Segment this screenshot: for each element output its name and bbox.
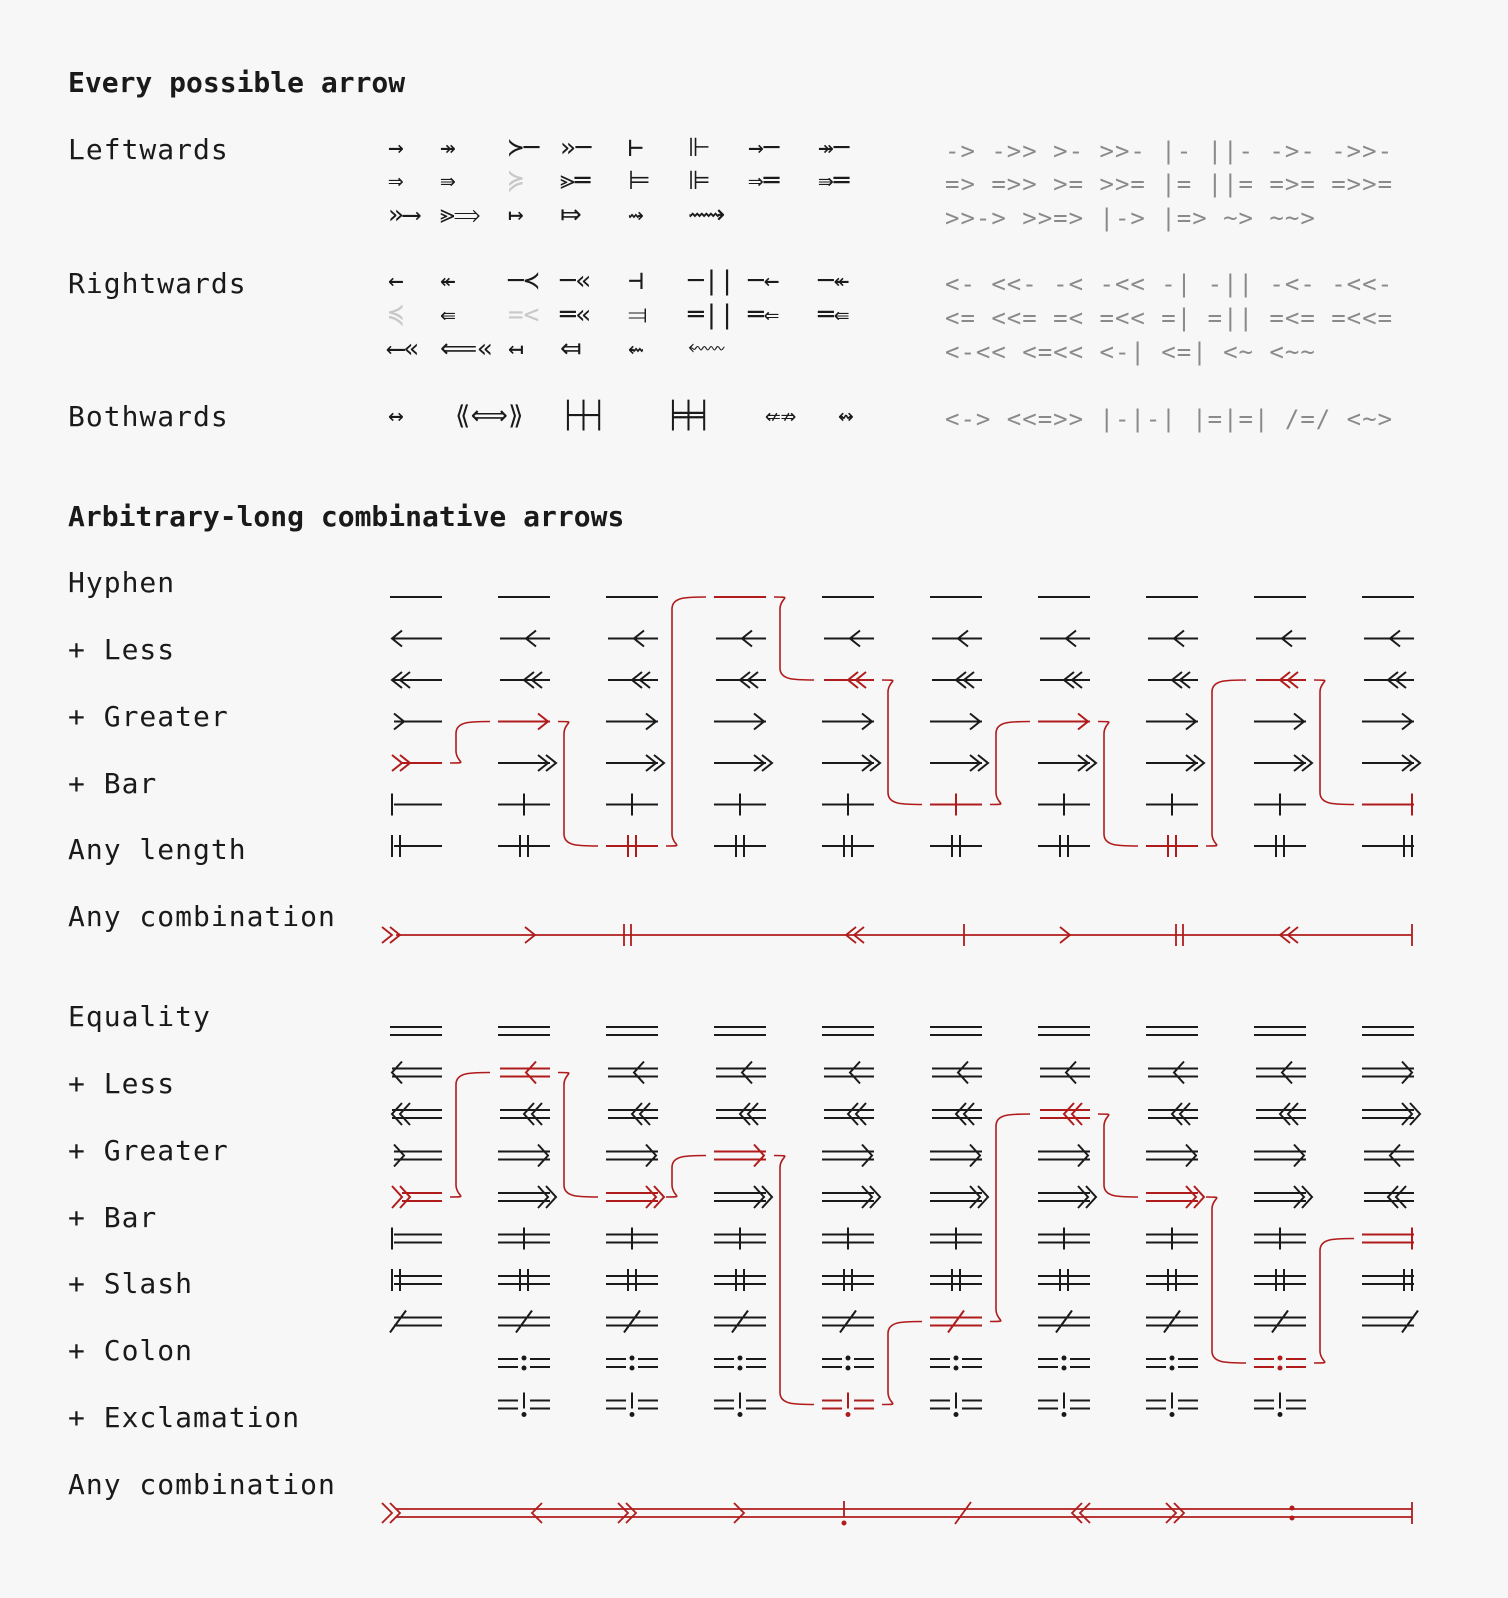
label-leftwards: Leftwards	[68, 133, 229, 166]
equality-cell-6-9	[1362, 1269, 1414, 1291]
hyphen-cell-2-3	[716, 672, 766, 688]
equality-cell-8-4	[822, 1356, 874, 1371]
equality-cell-6-6	[1038, 1269, 1090, 1291]
hyphen-cell-4-5	[930, 755, 988, 771]
bothwards-ascii-0: <-> <<=>> |-|-| |=|=| /=/ <~>	[945, 405, 1394, 433]
rightwards-glyph-1-7: ═⇚	[818, 300, 850, 330]
leftwards-ascii-2: >>-> >>=> |-> |=> ~> ~~>	[945, 204, 1316, 232]
bothwards-glyph-0-2: ├┼┤	[560, 401, 607, 431]
equality-cell-0-4	[822, 1027, 874, 1035]
leftwards-glyph-1-2: ≽	[508, 166, 524, 196]
hyphen-cell-5-3	[714, 794, 766, 816]
hyphen-cell-2-1	[500, 672, 550, 688]
equality-cell-5-2	[606, 1228, 658, 1250]
equality-cell-4-7	[1146, 1186, 1204, 1208]
hyphen-cell-2-4	[824, 672, 874, 688]
equality-cell-2-8	[1256, 1103, 1306, 1125]
hyphen-cell-1-5	[932, 631, 982, 647]
rightwards-glyph-0-5: ─||	[688, 266, 735, 296]
leftwards-glyph-0-7: ↠─	[818, 133, 850, 163]
equality-cell-7-6	[1038, 1311, 1090, 1333]
equality-cell-2-9	[1362, 1103, 1420, 1125]
hyphen-cell-4-6	[1038, 755, 1096, 771]
equality-cell-1-2	[608, 1062, 658, 1084]
equality-cell-0-1	[498, 1027, 550, 1035]
equality-cell-8-3	[714, 1356, 766, 1371]
rightwards-glyph-2-2: ↤	[508, 334, 524, 364]
equality-cell-0-6	[1038, 1027, 1090, 1035]
hyphen-cell-1-1	[500, 631, 550, 647]
hyphen-cell-2-9	[1364, 672, 1414, 688]
equality-label-3: + Bar	[68, 1201, 158, 1234]
equality-cell-3-4	[822, 1145, 874, 1167]
heading-every-possible-arrow: Every possible arrow	[68, 66, 406, 99]
leftwards-glyph-2-1: ⪢⟹	[440, 200, 481, 230]
bothwards-glyph-0-4: ⇍⇏	[765, 401, 797, 431]
equality-cell-0-0	[390, 1027, 442, 1035]
equality-cell-0-8	[1254, 1027, 1306, 1035]
equality-cell-1-6	[1040, 1062, 1090, 1084]
bothwards-glyph-0-0: ↔	[388, 401, 404, 431]
leftwards-glyph-0-3: »─	[560, 133, 592, 163]
equality-cell-1-5	[932, 1062, 982, 1084]
leftwards-glyph-1-1: ⇛	[440, 166, 456, 196]
equality-cell-4-8	[1254, 1186, 1312, 1208]
hyphen-cell-3-7	[1146, 714, 1198, 730]
equality-cell-8-6	[1038, 1356, 1090, 1371]
hyphen-cell-6-2	[606, 835, 658, 857]
hyphen-cell-4-4	[822, 755, 880, 771]
equality-cell-0-5	[930, 1027, 982, 1035]
equality-cell-9-7	[1146, 1393, 1198, 1418]
equality-cell-4-5	[930, 1186, 988, 1208]
equality-label-1: + Less	[68, 1067, 176, 1100]
equality-cell-7-2	[606, 1311, 658, 1333]
equality-cell-9-8	[1254, 1393, 1306, 1418]
equality-cell-4-0	[392, 1186, 442, 1208]
equality-cell-4-9	[1364, 1186, 1414, 1208]
hyphen-cell-3-2	[606, 714, 658, 730]
leftwards-glyph-1-0: ⇒	[388, 166, 404, 196]
equality-cell-4-4	[822, 1186, 880, 1208]
hyphen-cell-6-1	[498, 835, 550, 857]
equality-cell-1-7	[1148, 1062, 1198, 1084]
hyphen-cell-5-2	[606, 794, 658, 816]
hyphen-cell-1-6	[1040, 631, 1090, 647]
rightwards-glyph-2-0: ⟵«	[388, 334, 420, 364]
leftwards-glyph-0-4: ⊢	[628, 133, 644, 163]
equality-cell-7-1	[498, 1311, 550, 1333]
leftwards-glyph-1-4: ⊨	[628, 166, 651, 196]
equality-cell-2-3	[716, 1103, 766, 1125]
hyphen-cell-5-4	[822, 794, 874, 816]
equality-cell-7-0	[390, 1311, 442, 1333]
equality-cell-5-8	[1254, 1228, 1306, 1250]
hyphen-cell-6-7	[1146, 835, 1198, 857]
rightwards-glyph-2-1: ⟸«	[440, 334, 493, 364]
equality-cell-8-2	[606, 1356, 658, 1371]
equality-cell-2-6	[1040, 1103, 1090, 1125]
hyphen-cell-4-2	[606, 755, 664, 771]
equality-cell-5-7	[1146, 1228, 1198, 1250]
equality-cell-6-1	[498, 1269, 550, 1291]
equality-cell-3-7	[1146, 1145, 1198, 1167]
equality-cell-4-6	[1038, 1186, 1096, 1208]
equality-cell-1-0	[392, 1062, 442, 1084]
equality-cell-3-2	[606, 1145, 658, 1167]
rightwards-ascii-1: <= <<= =< =<< =| =|| =<= =<<=	[945, 304, 1394, 332]
hyphen-cell-6-9	[1362, 835, 1414, 857]
leftwards-ascii-0: -> ->> >- >>- |- ||- ->- ->>-	[945, 137, 1394, 165]
equality-cell-5-9	[1362, 1228, 1414, 1250]
rightwards-ascii-2: <-<< <=<< <-| <=| <~ <~~	[945, 338, 1316, 366]
leftwards-glyph-2-2: ↦	[508, 200, 524, 230]
rightwards-glyph-1-0: ≼	[388, 300, 404, 330]
hyphen-cell-4-9	[1362, 755, 1420, 771]
leftwards-glyph-0-5: ⊩	[688, 133, 711, 163]
hyphen-cell-5-5	[930, 794, 982, 816]
equality-cell-7-3	[714, 1311, 766, 1333]
hyphen-label-4: Any length	[68, 833, 247, 866]
hyphen-cell-1-2	[608, 631, 658, 647]
equality-cell-1-4	[824, 1062, 874, 1084]
equality-cell-4-2	[606, 1186, 664, 1208]
hyphen-cell-2-2	[608, 672, 658, 688]
equality-cell-6-4	[822, 1269, 874, 1291]
hyphen-cell-1-7	[1148, 631, 1198, 647]
rightwards-glyph-1-3: ═«	[560, 300, 592, 330]
equality-cell-7-8	[1254, 1311, 1306, 1333]
rightwards-glyph-0-0: ←	[388, 266, 404, 296]
hyphen-any-combination-line	[382, 924, 1412, 946]
bothwards-glyph-0-5: ↭	[838, 401, 854, 431]
hyphen-cell-5-9	[1362, 794, 1414, 816]
hyphen-cell-4-8	[1254, 755, 1312, 771]
hyphen-cell-2-5	[932, 672, 982, 688]
equality-cell-5-0	[392, 1228, 442, 1250]
equality-cell-2-0	[392, 1103, 442, 1125]
hyphen-cell-1-0	[392, 631, 442, 647]
equality-cell-7-9	[1362, 1311, 1418, 1333]
hyphen-cell-4-1	[498, 755, 556, 771]
equality-label-0: Equality	[68, 1000, 211, 1033]
equality-label-4: + Slash	[68, 1267, 194, 1300]
hyphen-cell-1-8	[1256, 631, 1306, 647]
equality-cell-7-5	[930, 1311, 982, 1333]
rightwards-glyph-0-2: ─≺	[508, 266, 540, 296]
hyphen-cell-6-8	[1254, 835, 1306, 857]
hyphen-cell-3-8	[1254, 714, 1306, 730]
equality-cell-8-8	[1254, 1356, 1306, 1371]
rightwards-glyph-2-5: ⬳	[688, 334, 726, 364]
hyphen-cell-6-5	[930, 835, 982, 857]
equality-cell-9-4	[822, 1393, 874, 1418]
equality-cell-7-4	[822, 1311, 874, 1333]
leftwards-glyph-2-4: ⇝	[628, 200, 644, 230]
equality-cell-5-4	[822, 1228, 874, 1250]
hyphen-cell-5-0	[392, 794, 442, 816]
hyphen-cell-3-9	[1362, 714, 1414, 730]
equality-cell-3-8	[1254, 1145, 1306, 1167]
equality-cell-6-5	[930, 1269, 982, 1291]
hyphen-cell-5-8	[1254, 794, 1306, 816]
equality-cell-2-5	[932, 1103, 982, 1125]
rightwards-glyph-0-6: ─←	[748, 266, 780, 296]
leftwards-glyph-2-0: »⟶	[388, 200, 420, 230]
bothwards-glyph-0-1: ⟪⟺⟫	[455, 401, 524, 431]
leftwards-glyph-1-5: ⊫	[688, 166, 711, 196]
rightwards-glyph-1-5: ═||	[688, 300, 735, 330]
equality-cell-9-6	[1038, 1393, 1090, 1418]
hyphen-cell-6-4	[822, 835, 874, 857]
equality-cell-5-1	[498, 1228, 550, 1250]
equality-cell-3-5	[930, 1145, 982, 1167]
equality-cell-6-3	[714, 1269, 766, 1291]
leftwards-glyph-1-7: ⇛═	[818, 166, 850, 196]
hyphen-cell-4-3	[714, 755, 772, 771]
equality-label-5: + Colon	[68, 1334, 194, 1367]
equality-cell-9-1	[498, 1393, 550, 1418]
hyphen-label-3: + Bar	[68, 767, 158, 800]
equality-cell-3-1	[498, 1145, 550, 1167]
equality-cell-3-3	[714, 1145, 766, 1167]
rightwards-glyph-0-7: ─↞	[818, 266, 850, 296]
equality-label-2: + Greater	[68, 1134, 229, 1167]
equality-cell-2-7	[1148, 1103, 1198, 1125]
equality-cell-7-7	[1146, 1311, 1198, 1333]
heading-arbitrary-long: Arbitrary-long combinative arrows	[68, 500, 625, 533]
hyphen-cell-2-7	[1148, 672, 1198, 688]
hyphen-cell-6-6	[1038, 835, 1090, 857]
hyphen-cell-3-0	[394, 714, 442, 730]
hyphen-cell-1-3	[716, 631, 766, 647]
equality-cell-1-9	[1362, 1062, 1414, 1084]
leftwards-glyph-0-2: ≻─	[508, 133, 540, 163]
equality-cell-0-2	[606, 1027, 658, 1035]
leftwards-ascii-1: => =>> >= >>= |= ||= =>= =>>=	[945, 170, 1394, 198]
leftwards-glyph-1-3: ⪢═	[560, 166, 591, 196]
equality-cell-6-7	[1146, 1269, 1198, 1291]
hyphen-cell-4-7	[1146, 755, 1204, 771]
equality-cell-6-8	[1254, 1269, 1306, 1291]
rightwards-glyph-1-1: ⇚	[440, 300, 456, 330]
rightwards-ascii-0: <- <<- -< -<< -| -|| -<- -<<-	[945, 270, 1394, 298]
equality-red-path	[450, 1073, 1354, 1405]
equality-cell-3-6	[1038, 1145, 1090, 1167]
hyphen-cell-6-3	[714, 835, 766, 857]
equality-cell-8-1	[498, 1356, 550, 1371]
hyphen-cell-3-3	[714, 714, 766, 730]
equality-cell-9-3	[714, 1393, 766, 1418]
label-rightwards: Rightwards	[68, 267, 247, 300]
hyphen-cell-2-8	[1256, 672, 1306, 688]
equality-cell-0-9	[1362, 1027, 1414, 1035]
equality-cell-3-0	[394, 1145, 442, 1167]
equality-cell-5-3	[714, 1228, 766, 1250]
hyphen-cell-1-4	[824, 631, 874, 647]
equality-cell-3-9	[1364, 1145, 1414, 1167]
leftwards-glyph-0-6: →─	[748, 133, 780, 163]
rightwards-glyph-2-3: ⤆	[560, 334, 582, 364]
equality-cell-0-7	[1146, 1027, 1198, 1035]
hyphen-cell-5-7	[1146, 794, 1198, 816]
hyphen-cell-6-0	[392, 835, 442, 857]
leftwards-glyph-0-1: ↠	[440, 133, 456, 163]
hyphen-cell-3-1	[498, 714, 550, 730]
hyphen-red-path	[450, 597, 1354, 846]
hyphen-cell-1-9	[1364, 631, 1414, 647]
equality-cell-2-4	[824, 1103, 874, 1125]
hyphen-label-0: Hyphen	[68, 566, 176, 599]
hyphen-cell-3-4	[822, 714, 874, 730]
equality-cell-0-3	[714, 1027, 766, 1035]
hyphen-cell-4-0	[392, 755, 442, 771]
equality-label-7: Any combination	[68, 1468, 336, 1501]
rightwards-glyph-1-6: ═⇐	[748, 300, 780, 330]
equality-cell-9-2	[606, 1393, 658, 1418]
rightwards-glyph-0-1: ↞	[440, 266, 456, 296]
equality-cell-4-3	[714, 1186, 772, 1208]
rightwards-glyph-0-3: ─«	[560, 266, 592, 296]
equality-cell-1-3	[716, 1062, 766, 1084]
equality-cell-2-2	[608, 1103, 658, 1125]
hyphen-label-5: Any combination	[68, 900, 336, 933]
equality-any-combination-line	[382, 1501, 1412, 1526]
hyphen-cell-2-6	[1040, 672, 1090, 688]
rightwards-glyph-1-4: ⫤	[628, 300, 648, 330]
equality-cell-2-1	[500, 1103, 550, 1125]
rightwards-glyph-1-2: =<	[508, 300, 540, 330]
bothwards-glyph-0-3: ╞╪╡	[665, 401, 712, 431]
label-bothwards: Bothwards	[68, 400, 229, 433]
rightwards-glyph-2-4: ⇜	[628, 334, 644, 364]
hyphen-label-2: + Greater	[68, 700, 229, 733]
leftwards-glyph-1-6: ⇒═	[748, 166, 780, 196]
equality-cell-5-5	[930, 1228, 982, 1250]
equality-cell-1-8	[1256, 1062, 1306, 1084]
leftwards-glyph-2-3: ⤇	[560, 200, 582, 230]
equality-cell-5-6	[1038, 1228, 1090, 1250]
hyphen-cell-3-6	[1038, 714, 1090, 730]
hyphen-cell-5-6	[1038, 794, 1090, 816]
leftwards-glyph-0-0: →	[388, 133, 404, 163]
equality-cell-6-0	[392, 1269, 442, 1291]
equality-cell-1-1	[500, 1062, 550, 1084]
hyphen-cell-2-0	[392, 672, 442, 688]
equality-cell-4-1	[498, 1186, 556, 1208]
hyphen-cell-5-1	[498, 794, 550, 816]
equality-cell-6-2	[606, 1269, 658, 1291]
equality-cell-8-5	[930, 1356, 982, 1371]
leftwards-glyph-2-5: ⟿	[688, 200, 726, 230]
hyphen-label-1: + Less	[68, 633, 176, 666]
hyphen-cell-3-5	[930, 714, 982, 730]
equality-label-6: + Exclamation	[68, 1401, 301, 1434]
equality-cell-9-5	[930, 1393, 982, 1418]
rightwards-glyph-0-4: ⊣	[628, 266, 644, 296]
equality-cell-8-7	[1146, 1356, 1198, 1371]
